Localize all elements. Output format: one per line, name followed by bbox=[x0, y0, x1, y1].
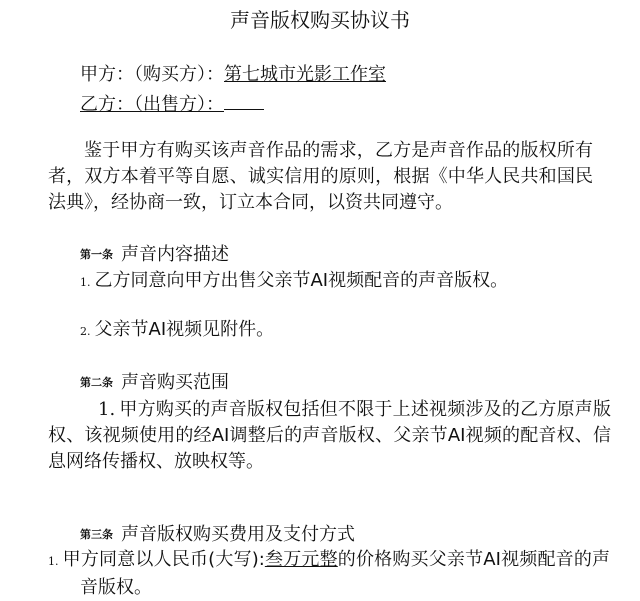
article2-item-1-num: 1. bbox=[98, 399, 116, 420]
party-a-line bbox=[80, 62, 386, 88]
party-b-line bbox=[80, 89, 264, 118]
article1-item-1-num: 1. bbox=[80, 276, 91, 289]
article2-heading bbox=[80, 370, 229, 396]
article2-title: 声音购买范围 bbox=[121, 372, 229, 393]
document-title: 声音版权购买协议书 bbox=[230, 8, 410, 32]
article1-item-2-num: 2. bbox=[80, 325, 91, 338]
party-a-value: 第七城市光影工作室 bbox=[224, 64, 386, 85]
article1-item-2-text: 父亲节AI视频见附件。 bbox=[94, 319, 275, 340]
article3-item-1 bbox=[48, 547, 610, 601]
article2-item-1-text: 甲方购买的声音版权包括但不限于上述视频涉及的乙方原声版权、该视频使用的经AI调整后的声音版权、父亲节AI视频的配音权、信息网络传播权、放映权等。 bbox=[48, 399, 611, 472]
party-b-label: 乙方：（出售方）： bbox=[80, 94, 224, 115]
article1-heading bbox=[80, 242, 229, 268]
article2-tag: 第二条 bbox=[80, 376, 113, 389]
article3-amount: 叁万元整 bbox=[264, 549, 338, 570]
article3-item-1-num: 1. bbox=[48, 555, 59, 568]
preamble-paragraph: 鉴于甲方有购买该声音作品的需求，乙方是声音作品的版权所有者，双方本着平等自愿、诚实信用的原则，根据《中华人民共和国民法典》，经协商一致，订立本合同，以资共同遵守。 bbox=[48, 140, 593, 213]
article1-title: 声音内容描述 bbox=[121, 244, 229, 265]
article1-tag: 第一条 bbox=[80, 248, 113, 261]
article3-tag: 第三条 bbox=[80, 528, 113, 541]
article3-item-1-text-after: 的价格购买父亲节AI视频配音的声音版权。 bbox=[80, 549, 611, 598]
article3-title: 声音版权购买费用及支付方式 bbox=[121, 524, 355, 545]
article2-item-1 bbox=[48, 397, 611, 475]
article1-item-1 bbox=[80, 268, 608, 296]
article3-heading bbox=[80, 522, 355, 548]
article3-item-1-text-before: 甲方同意以人民币(大写): bbox=[62, 549, 265, 570]
party-b-blank bbox=[224, 89, 264, 110]
article1-item-2 bbox=[80, 317, 608, 345]
article1-item-1-text: 乙方同意向甲方出售父亲节AI视频配音的声音版权。 bbox=[94, 270, 509, 291]
party-a-label: 甲方：（购买方）： bbox=[80, 64, 224, 85]
